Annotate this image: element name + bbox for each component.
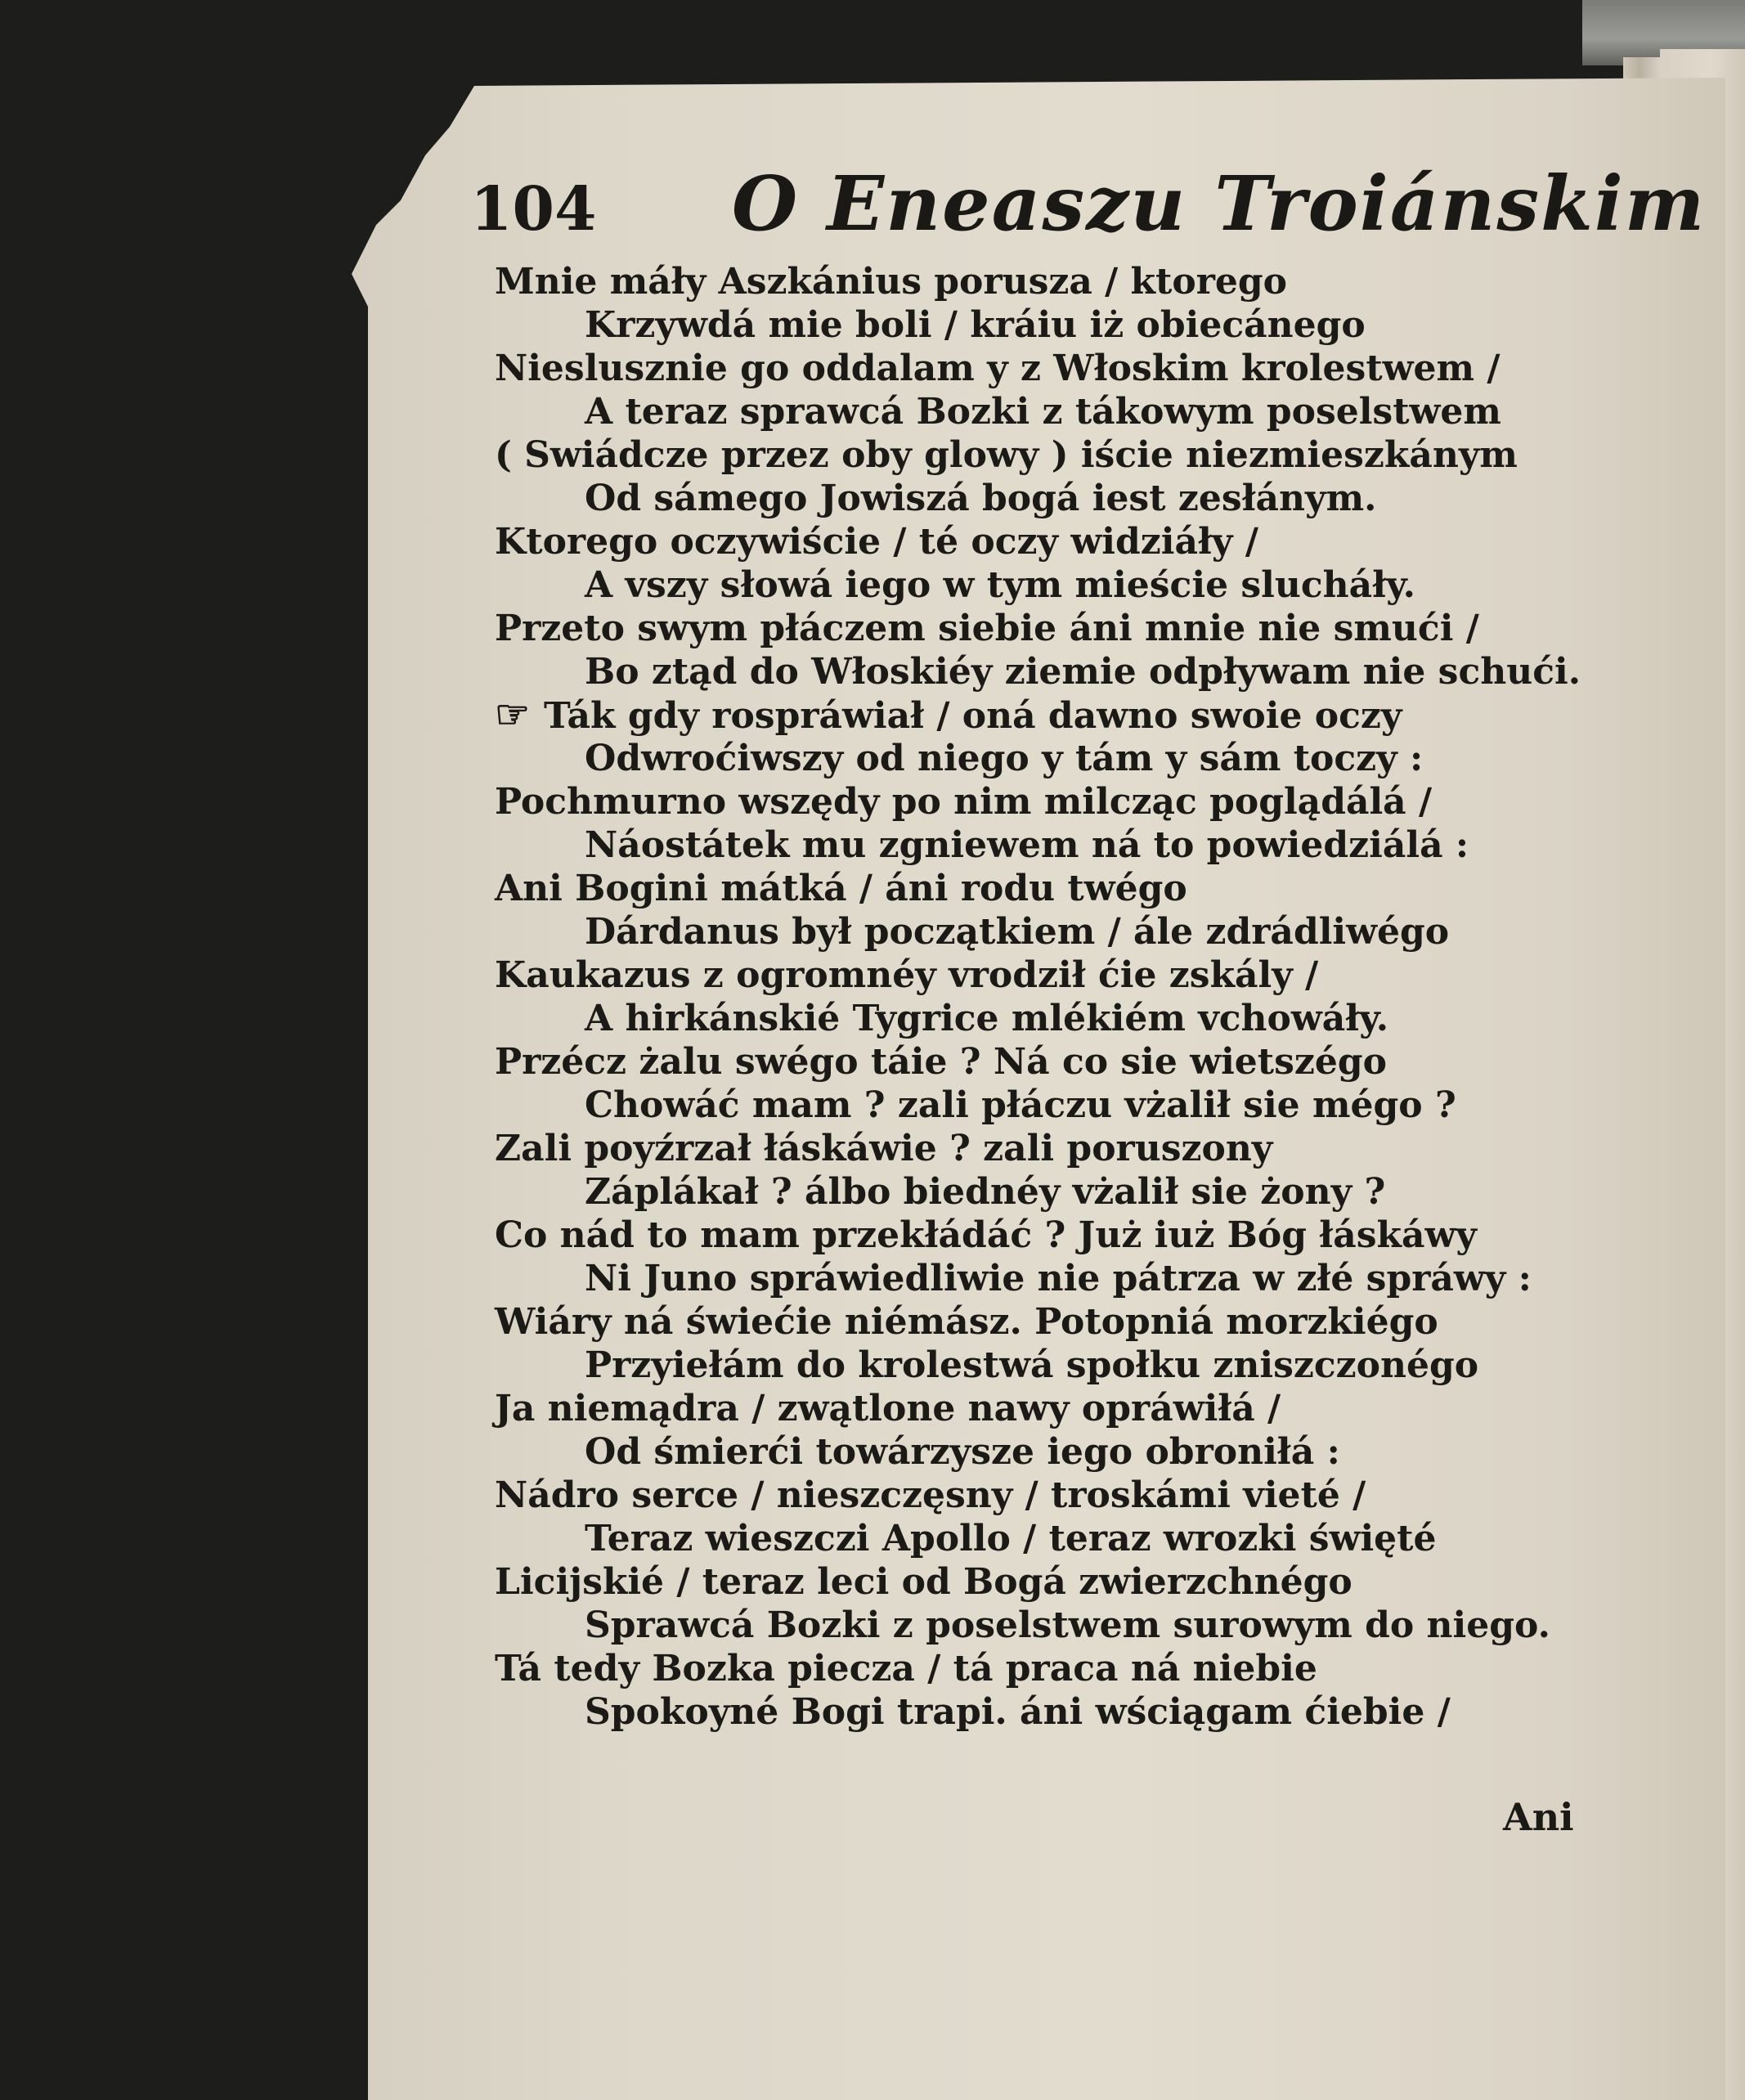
verse-line [495,780,1451,823]
verse-line-text: Przeto swym płáczem siebie áni mnie nie smući / [495,608,1479,649]
verse-line-text: A hirkánskié Tygrice mlékiém vchowáły. [585,998,1389,1039]
page-number: 104 [470,174,597,245]
verse-line-text: Ja niemądra / zwątlone nawy opráwiłá / [495,1388,1281,1429]
verse-line-text: Od sámego Jowiszá bogá iest zesłánym. [585,478,1377,519]
verse-line-text: Odwroćiwszy od niego y tám y sám toczy : [585,738,1424,779]
verse-line-text: Nieslusznie go oddalam y z Włoskim krolestwem / [495,348,1501,389]
verse-text [495,260,1581,1734]
verse-line [495,693,1451,737]
verse-line [495,1300,1451,1344]
verse-line-text: Teraz wieszczi Apollo / teraz wrozki święté [585,1518,1437,1559]
verse-line-text: Wiáry ná świećie niémász. Potopniá morzkiégo [495,1301,1438,1343]
verse-line-text: Przyiełám do krolestwá społku zniszczonégo [585,1344,1479,1386]
verse-line [495,1560,1451,1604]
verse-line [495,390,1501,433]
verse-line [495,1257,1532,1300]
verse-line-text: Tá tedy Bozka piecza / tá praca ná niebie [495,1648,1317,1689]
verse-line-text: Mnie máły Aszkánius porusza / ktorego [495,261,1287,303]
verse-line-text: Co nád to mam przekłádáć ? Już iuż Bóg łáskáwy [495,1214,1477,1256]
verse-line [495,910,1451,954]
verse-line [495,954,1451,997]
verse-line-text: Dárdanus był początkiem / ále zdrádliwégo [585,911,1450,953]
verse-line [495,1604,1550,1647]
verse-line [495,433,1518,477]
verse-line [495,347,1501,390]
verse-line-text: A vszy słowá iego w tym mieście slucháły. [585,564,1415,606]
verse-line-text: Od śmierći towárzysze iego obroniłá : [585,1431,1340,1473]
verse-line [495,1430,1451,1474]
verse-line-text: Pochmurno wszędy po nim milcząc poglądálá / [495,781,1433,823]
verse-line [495,563,1451,607]
verse-line [495,1474,1451,1517]
verse-line [495,1517,1451,1560]
verse-line [495,1084,1456,1127]
verse-line-text: Ktorego oczywiście / té oczy widziáły / [495,521,1258,563]
verse-line-text: Krzywdá mie boli / kráiu iż obiecánego [585,304,1366,346]
verse-line [495,1040,1451,1084]
verse-line [495,1214,1477,1257]
verse-line-text: Ni Juno spráwiedliwie nie pátrza w złé spráwy : [585,1258,1532,1299]
verse-line-text: A teraz sprawcá Bozki z tákowym poselstwem [585,391,1501,433]
verse-line-text: ( Swiádcze przez oby glowy ) iście niezmieszkánym [495,434,1518,476]
verse-line [495,607,1479,650]
verse-line [495,867,1451,910]
verse-line [495,477,1451,520]
verse-line [495,520,1451,563]
verse-line-text: Spokoyné Bogi trapi. áni wściągam ćiebie / [585,1691,1451,1733]
verse-line [495,1690,1451,1734]
verse-line-text: Licijskié / teraz leci od Bogá zwierzchnégo [495,1561,1352,1603]
verse-line [495,737,1451,780]
verse-line-text: Chowáć mam ? zali płáczu vżalił sie mégo ? [585,1084,1456,1126]
verse-line [495,823,1469,867]
verse-line [495,1647,1451,1690]
verse-line-text: Kaukazus z ogromnéy vrodził ćie zskály / [495,954,1319,996]
verse-line-text: Sprawcá Bozki z poselstwem surowym do niego. [585,1604,1550,1646]
verse-line-text: Náostátek mu zgniewem ná to powiedziálá : [585,824,1469,866]
verse-line [495,303,1451,347]
page-header [470,159,1707,249]
running-title: O Eneaszu Troiánskim [732,159,1707,248]
verse-line [495,997,1451,1040]
verse-line [495,650,1581,693]
verse-line [495,1387,1451,1430]
verse-line-text: Zali poyźrzał łáskáwie ? zali poruszony [495,1128,1273,1169]
verse-line-text: Bo ztąd do Włoskiéy ziemie odpływam nie schući. [585,651,1581,693]
paragraph-mark-icon: ☞ [495,692,531,738]
verse-line [495,1170,1451,1214]
verse-line-text: Záplákał ? álbo biednéy vżalił sie żony ? [585,1171,1386,1213]
verse-line [495,260,1451,303]
verse-line-text: Ták gdy rospráwiał / oná dawno swoie oczy [544,695,1402,737]
verse-line-text: Ani Bogini mátká / áni rodu twégo [495,868,1187,909]
verse-line-text: Nádro serce / nieszczęsny / troskámi vieté / [495,1474,1366,1516]
verse-line-text: Przécz żalu swégo táie ? Ná co sie wietszégo [495,1041,1387,1083]
catchword: Ani [1503,1795,1574,1839]
verse-line [495,1344,1479,1387]
verse-line [495,1127,1451,1170]
